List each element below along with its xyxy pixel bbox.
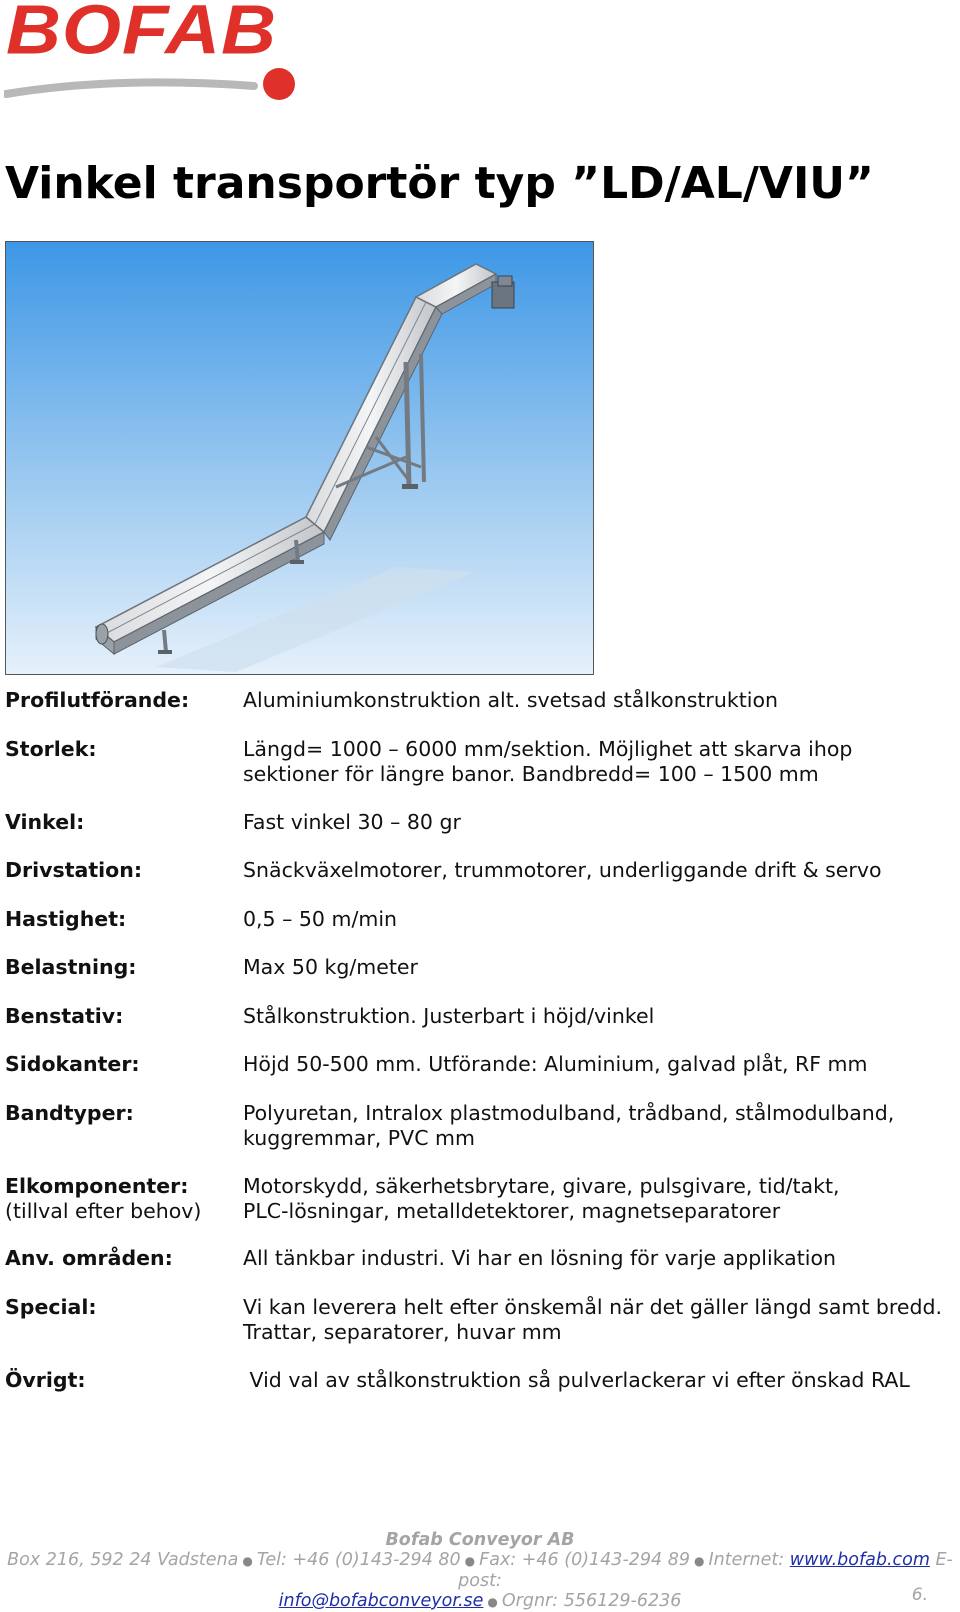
bullet-icon: ● xyxy=(487,1595,498,1609)
spec-value: All tänkbar industri. Vi har en lösning för varje applikation xyxy=(243,1246,836,1270)
bullet-icon: ● xyxy=(464,1554,476,1568)
spec-value: Snäckväxelmotorer, trummotorer, underliggande drift & servo xyxy=(243,858,882,882)
spec-value: Polyuretan, Intralox plastmodulband, trådband, stålmodulband, xyxy=(243,1101,895,1125)
spec-label: Drivstation: xyxy=(5,858,143,882)
footer-contact-line-1 xyxy=(0,1550,960,1591)
product-image xyxy=(5,241,594,675)
spec-label: Storlek: xyxy=(5,737,97,761)
spec-label: Elkomponenter: xyxy=(5,1174,189,1198)
spec-label: Sidokanter: xyxy=(5,1052,140,1076)
spec-value: Längd= 1000 – 6000 mm/sektion. Möjlighet att skarva ihop xyxy=(243,737,853,761)
spec-label: Bandtyper: xyxy=(5,1101,134,1125)
footer-company: Bofab Conveyor AB xyxy=(385,1530,575,1550)
spec-value: Trattar, separatorer, huvar mm xyxy=(243,1320,562,1344)
spec-label: Profilutförande: xyxy=(5,688,190,712)
spec-label: Anv. områden: xyxy=(5,1246,173,1270)
spec-label: Special: xyxy=(5,1295,97,1319)
footer-website-link[interactable]: www.bofab.com xyxy=(789,1550,930,1570)
spec-value: Motorskydd, säkerhetsbrytare, givare, pulsgivare, tid/takt, xyxy=(243,1174,840,1198)
spec-value: Vid val av stålkonstruktion så pulverlackerar vi efter önskad RAL xyxy=(243,1368,910,1392)
bofab-logo xyxy=(4,0,304,110)
spec-value: Fast vinkel 30 – 80 gr xyxy=(243,810,461,834)
spec-label: Övrigt: xyxy=(5,1368,86,1392)
spec-label: Belastning: xyxy=(5,955,137,979)
spec-value: kuggremmar, PVC mm xyxy=(243,1126,475,1150)
spec-value: PLC-lösningar, metalldetektorer, magnetseparatorer xyxy=(243,1199,781,1223)
spec-value: Stålkonstruktion. Justerbart i höjd/vinkel xyxy=(243,1004,655,1028)
bullet-icon: ● xyxy=(242,1554,253,1568)
spec-value: Aluminiumkonstruktion alt. svetsad stålkonstruktion xyxy=(243,688,778,712)
spec-value: Vi kan leverera helt efter önskemål när det gäller längd samt bredd. xyxy=(243,1295,943,1319)
logo-wordmark: BOFAB xyxy=(6,0,277,70)
spec-label: Benstativ: xyxy=(5,1004,124,1028)
footer-email-label: E-post: xyxy=(458,1550,953,1591)
spec-value: sektioner för längre banor. Bandbredd= 100 – 1500 mm xyxy=(243,762,819,786)
spec-value: Max 50 kg/meter xyxy=(243,955,418,979)
spec-value: Höjd 50-500 mm. Utförande: Aluminium, galvad plåt, RF mm xyxy=(243,1052,868,1076)
footer-internet-label: Internet: xyxy=(708,1550,785,1570)
footer-fax: Fax: +46 (0)143-294 89 xyxy=(479,1550,690,1570)
footer-email-link[interactable]: info@bofabconveyor.se xyxy=(278,1591,484,1611)
bullet-icon: ● xyxy=(694,1554,705,1568)
spec-sublabel: (tillval efter behov) xyxy=(5,1199,202,1223)
footer-tel: Tel: +46 (0)143-294 80 xyxy=(256,1550,461,1570)
page-number: 6. xyxy=(911,1585,928,1605)
spec-label: Hastighet: xyxy=(5,907,127,931)
spec-value: 0,5 – 50 m/min xyxy=(243,907,398,931)
footer-address: Box 216, 592 24 Vadstena xyxy=(7,1550,239,1570)
page-footer xyxy=(0,1530,960,1612)
footer-orgnr: Orgnr: 556129-6236 xyxy=(501,1591,682,1611)
page-title: Vinkel transportör typ ”LD/AL/VIU” xyxy=(5,158,874,209)
spec-label: Vinkel: xyxy=(5,810,85,834)
